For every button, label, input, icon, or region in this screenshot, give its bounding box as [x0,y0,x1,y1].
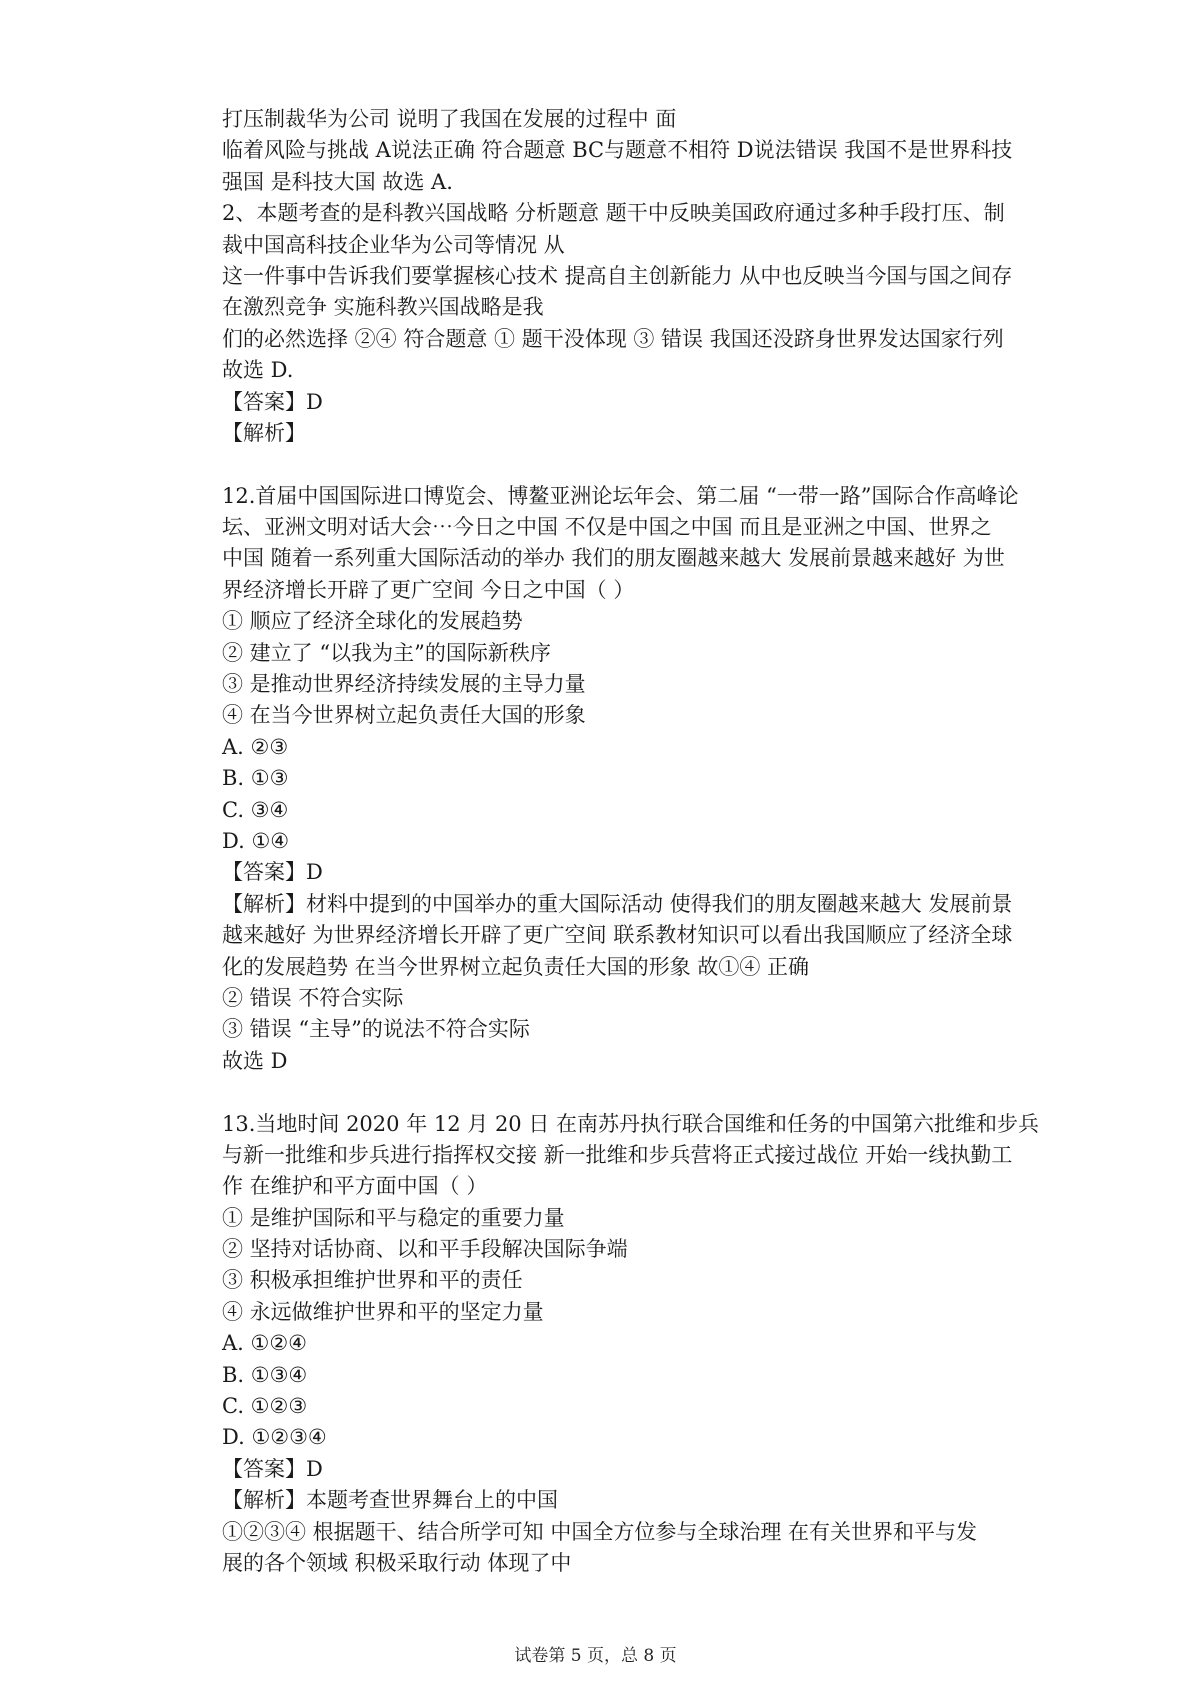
page-content [222,104,1040,1579]
analysis-line: 【解析】本题考查世界舞台上的中国 [222,1488,558,1513]
text-line: 打压制裁华为公司 说明了我国在发展的过程中 面 [222,107,677,131]
question-stem: 坛、亚洲文明对话大会⋯今日之中国 不仅是中国之中国 而且是亚洲之中国、世界之 [222,515,992,540]
analysis-line: ③ 错误 “主导”的说法不符合实际 [222,1017,530,1042]
analysis-line: 【解析】材料中提到的中国举办的重大国际活动 使得我们的朋友圈越来越大 发展前景 [222,891,1013,916]
option-c: C. ③④ [222,797,289,822]
statement-item: ④ 永远做维护世界和平的坚定力量 [222,1299,544,1324]
question-13 [222,1109,1040,1580]
previous-question-explanation [222,104,1022,449]
option-d: D. ①④ [222,828,290,853]
analysis-line: ①②③④ 根据题干、结合所学可知 中国全方位参与全球治理 在有关世界和平与发 [222,1519,978,1544]
question-12 [222,481,1022,1077]
answer-line: 【答案】D [222,389,323,414]
question-stem: 12.首届中国国际进口博览会、博鳌亚洲论坛年会、第二届 “一带一路”国际合作高峰论 [222,483,1019,508]
text-line: 故选 D. [222,358,294,383]
question-stem: 13.当地时间 2020 年 12 月 20 日 在南苏丹执行联合国维和任务的中国第六批维和步兵 [222,1111,1040,1136]
text-line: 们的必然选择 ②④ 符合题意 ① 题干没体现 ③ 错误 我国还没跻身世界发达国家行列 [222,326,1004,351]
question-stem: 作 在维护和平方面中国（ ） [222,1174,488,1199]
spacer [222,1077,1022,1108]
text-line: 这一件事中告诉我们要掌握核心技术 提高自主创新能力 从中也反映当今国与国之间存 [222,263,1013,288]
answer-line: 【答案】D [222,1456,323,1481]
statement-item: ② 坚持对话协商、以和平手段解决国际争端 [222,1237,628,1262]
statement-item: ① 顺应了经济全球化的发展趋势 [222,609,523,634]
question-stem: 中国 随着一系列重大国际活动的举办 我们的朋友圈越来越大 发展前景越来越好 为世 [222,546,1005,571]
analysis-line: 故选 D [222,1048,288,1073]
option-c: C. ①②③ [222,1394,308,1419]
option-b: B. ①③④ [222,1362,308,1387]
page-footer: 试卷第 5 页，总 8 页 [514,1646,677,1666]
question-stem: 与新一批维和步兵进行指挥权交接 新一批维和步兵营将正式接过战位 开始一线执勤工 [222,1142,1013,1167]
spacer [222,449,1022,480]
option-a: A. ①②④ [222,1331,307,1356]
statement-item: ③ 积极承担维护世界和平的责任 [222,1268,523,1293]
analysis-line: 【解析】 [222,420,306,445]
analysis-line: ② 错误 不符合实际 [222,985,404,1010]
statement-item: ④ 在当今世界树立起负责任大国的形象 [222,703,586,728]
statement-item: ① 是维护国际和平与稳定的重要力量 [222,1205,565,1230]
text-line: 在激烈竞争 实施科教兴国战略是我 [222,295,544,320]
statement-item: ③ 是推动世界经济持续发展的主导力量 [222,672,586,697]
text-line: 强国 是科技大国 故选 A. [222,169,453,194]
text-line: 2、本题考查的是科教兴国战略 分析题意 题干中反映美国政府通过多种手段打压、制 [222,201,1005,226]
question-stem: 界经济增长开辟了更广空间 今日之中国（ ） [222,577,635,602]
answer-line: 【答案】D [222,860,323,885]
statement-item: ② 建立了 “以我为主”的国际新秩序 [222,640,551,665]
text-line: 临着风险与挑战 A说法正确 符合题意 BC与题意不相符 D说法错误 我国不是世界科技 [222,138,1013,163]
analysis-line: 化的发展趋势 在当今世界树立起负责任大国的形象 故①④ 正确 [222,954,810,979]
option-a: A. ②③ [222,734,289,759]
analysis-line: 展的各个领域 积极采取行动 体现了中 [222,1550,572,1575]
option-d: D. ①②③④ [222,1425,327,1450]
analysis-line: 越来越好 为世界经济增长开辟了更广空间 联系教材知识可以看出我国顺应了经济全球 [222,923,1013,948]
text-line: 裁中国高科技企业华为公司等情况 从 [222,232,565,257]
option-b: B. ①③ [222,766,289,791]
